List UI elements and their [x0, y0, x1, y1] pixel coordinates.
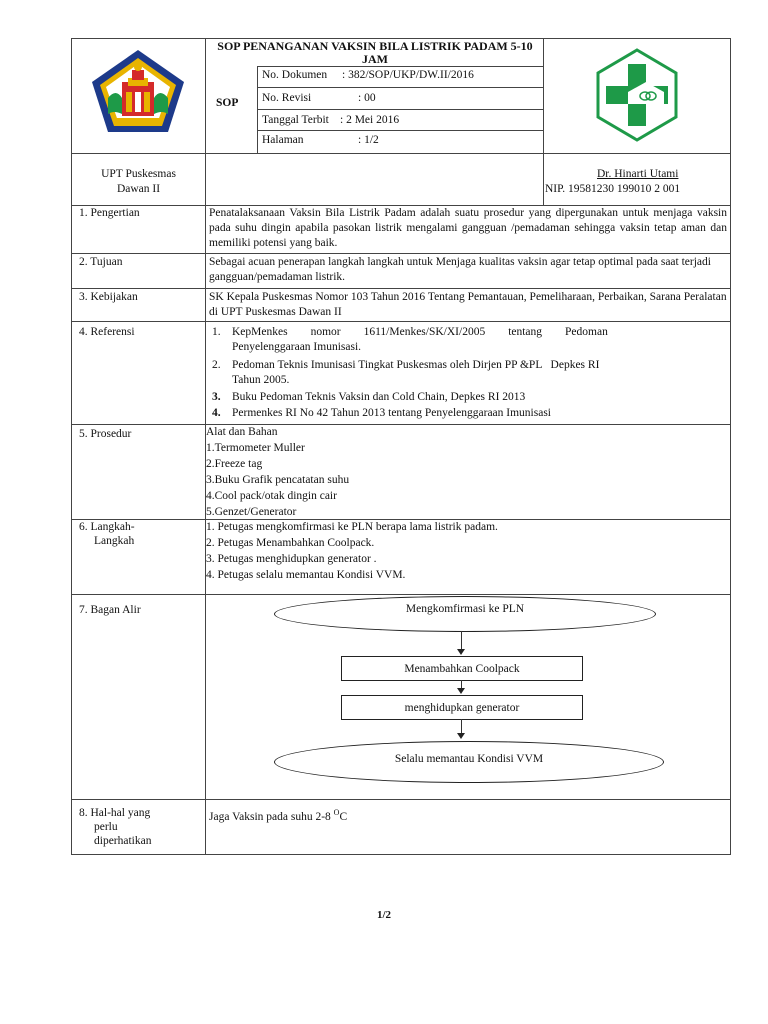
flow-step-label: menghidupkan generator	[404, 701, 520, 714]
flow-arrow	[461, 631, 462, 649]
ref-1-line1: KepMenkes nomor 1611/Menkes/SK/XI/2005 tentang Pedoman	[232, 326, 608, 338]
doc-number-value: : 382/SOP/UKP/DW.II/2016	[342, 69, 474, 81]
prosedur-line: 1.Termometer Muller	[206, 442, 305, 454]
bagan-label: 7. Bagan Alir	[79, 604, 141, 616]
langkah-label-line1: 6. Langkah-	[79, 521, 135, 533]
prosedur-label: 5. Prosedur	[79, 428, 132, 440]
hal-text-unit: C	[339, 810, 348, 823]
flow-arrow-head	[457, 649, 465, 655]
langkah-label-line2: Langkah	[94, 535, 135, 547]
langkah-line: 3. Petugas menghidupkan generator .	[206, 553, 377, 565]
ref-3-line1: Buku Pedoman Teknis Vaksin dan Cold Chain, Depkes RI 2013	[232, 391, 526, 403]
kebijakan-label: 3. Kebijakan	[79, 291, 138, 303]
ref-4-line1: Permenkes RI No 42 Tahun 2013 tentang Penyelenggaraan Imunisasi	[232, 407, 551, 419]
flow-arrow-head	[457, 733, 465, 739]
hal-label-line1: 8. Hal-hal yang	[79, 807, 151, 819]
flow-step-label: Selalu memantau Kondisi VVM	[394, 753, 544, 765]
ref-1-line2: Penyelenggaraan Imunisasi.	[232, 341, 362, 353]
ref-4-num: 4.	[212, 407, 221, 419]
sop-label: SOP	[216, 97, 239, 109]
flow-arrow	[461, 680, 462, 688]
page-label: Halaman	[262, 134, 304, 146]
page-value: : 1/2	[358, 134, 379, 146]
hal-text	[209, 805, 347, 825]
ref-1-num: 1.	[212, 326, 221, 338]
hal-label-line2: perlu	[94, 821, 118, 833]
flow-arrow	[461, 719, 462, 733]
prosedur-line: 2.Freeze tag	[206, 458, 263, 470]
langkah-line: 4. Petugas selalu memantau Kondisi VVM.	[206, 569, 406, 581]
unit-name-line2: Dawan II	[116, 183, 161, 195]
issue-date-value: : 2 Mei 2016	[340, 114, 400, 126]
referensi-label: 4. Referensi	[79, 326, 135, 338]
ref-2-line1: Pedoman Teknis Imunisasi Tingkat Puskesmas oleh Dirjen PP &PL Depkes RI	[232, 359, 600, 371]
kebijakan-text: SK Kepala Puskesmas Nomor 103 Tahun 2016 Tentang Pemantauan, Pemeliharaan, Perbaikan, Sarana Peralatan di UPT Puskesmas Dawan II	[209, 291, 727, 318]
flow-step-start	[274, 596, 656, 632]
revision-label: No. Revisi	[262, 92, 312, 104]
ref-2-line2: Tahun 2005.	[232, 374, 290, 386]
ref-3-num: 3.	[212, 391, 221, 403]
pengertian-label: 1. Pengertian	[79, 207, 140, 219]
langkah-line: 2. Petugas Menambahkan Coolpack.	[206, 537, 375, 549]
revision-value: : 00	[358, 92, 376, 104]
ref-2-num: 2.	[212, 359, 221, 371]
flow-step-label: Menambahkan Coolpack	[404, 662, 520, 675]
hal-label-line3: diperhatikan	[94, 835, 152, 847]
prosedur-line: 4.Cool pack/otak dingin cair	[206, 490, 337, 502]
flow-step-end	[274, 741, 664, 783]
prosedur-line: 5.Genzet/Generator	[206, 506, 297, 518]
hal-text-main: Jaga Vaksin pada suhu 2-8	[209, 810, 334, 823]
doc-number-label: No. Dokumen	[262, 69, 328, 81]
signer-name: Dr. Hinarti Utami	[597, 168, 679, 180]
flow-step-label: Mengkomfirmasi ke PLN	[405, 603, 525, 615]
langkah-line: 1. Petugas mengkomfirmasi ke PLN berapa lama listrik padam.	[206, 521, 498, 533]
tujuan-text: Sebagai acuan penerapan langkah langkah untuk Menjaga kualitas vaksin agar tetap optimal pada saat terjadi gangguan/pemadaman listrik.	[209, 256, 711, 283]
page-footer: 1/2	[376, 909, 392, 921]
hal-text-degree: O	[333, 808, 340, 817]
puskesmas-logo	[590, 48, 684, 142]
pengertian-text: Penatalaksanaan Vaksin Bila Listrik Padam adalah suatu prosedur yang dipergunakan untuk menjaga vaksin pada suhu dingin apabila pasokan listrik mengalami gangguan /pemadaman sehingga vaksin tetap aman dan memiliki potensi yang baik.	[209, 207, 727, 249]
flow-step-2	[341, 656, 583, 681]
sop-title: SOP PENANGANAN VAKSIN BILA LISTRIK PADAM 5-10 JAM	[217, 39, 533, 66]
unit-name-line1: UPT Puskesmas	[101, 168, 176, 180]
issue-date-label: Tanggal Terbit	[262, 114, 329, 126]
tujuan-label: 2. Tujuan	[79, 256, 123, 268]
prosedur-line: Alat dan Bahan	[206, 426, 278, 438]
regional-emblem-logo	[88, 48, 188, 136]
flow-step-3	[341, 695, 583, 720]
prosedur-line: 3.Buku Grafik pencatatan suhu	[206, 474, 350, 486]
flow-arrow-head	[457, 688, 465, 694]
signer-nip: NIP. 19581230 199010 2 001	[545, 183, 681, 195]
